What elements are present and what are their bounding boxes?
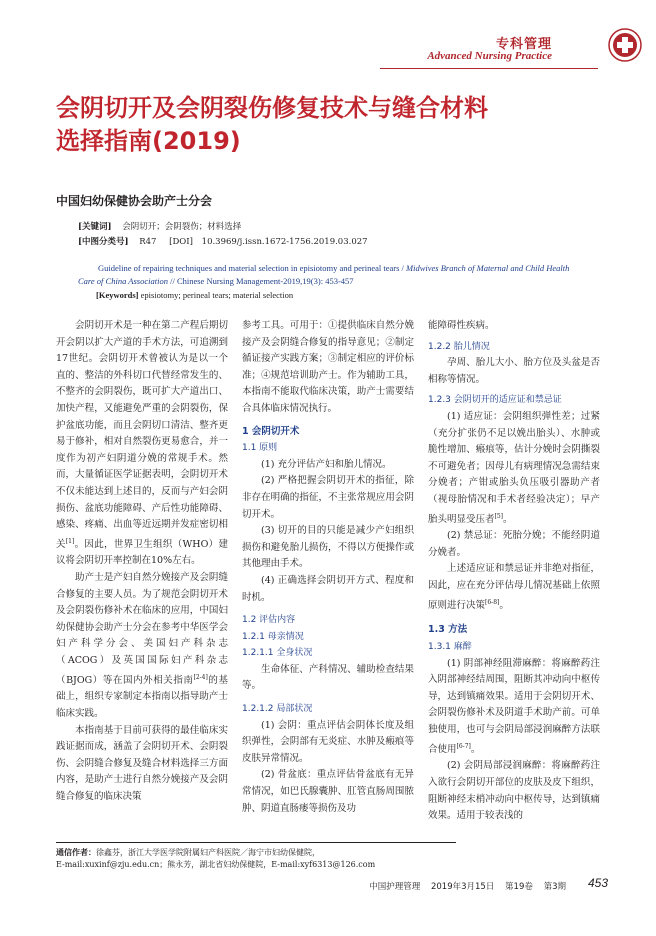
english-keywords-value: episiotomy; perineal tears; material selection: [140, 290, 294, 300]
keywords-row: [78, 220, 368, 235]
paragraph: (1) 适应证：会阴组织弹性差；过紧（充分扩张仍不足以娩出胎头）、水肿或脆性增加、瘢痕等，估计分娩时会阴撕裂不可避免者；因母儿有病理情况急需结束分娩者；产钳或胎头负压吸引器助产者（视母胎情况和手术者经验决定）；早产胎头明显受压者[5]。: [428, 410, 600, 525]
footer-date: 2019年3月15日: [430, 882, 495, 892]
paragraph: 孕周、胎儿大小、胎方位及头盆是否相称等情况。: [428, 357, 600, 385]
paragraph: (4) 正确选择会阴切开方式、程度和时机。: [242, 574, 414, 603]
footnote-line: 徐鑫芬，浙江大学医学院附属妇产科医院／海宁市妇幼保健院，: [96, 848, 320, 857]
paragraph: 生命体征、产科情况、辅助检查结果等。: [242, 663, 414, 692]
clc-value: R47: [139, 236, 157, 247]
article-title: [56, 92, 616, 158]
paragraph: 会阴切开术是一种在第二产程后期切开会阴以扩大产道的手术方法，可追溯到17世纪。会阴切开术曾被认为是以一个直的、整洁的外科切口代替经常发生的、不整齐的会阴裂伤，既可扩大产道出口、加快产程，又能避免严重的会阴裂伤，保护盆底功能，而且会阴切口清洁、整齐更易于修补，相对自然裂伤更易愈合，并一度作为初产妇阴道分娩的常规手术。然而，大量循证医学证据表明，会阴切开术不仅未能达到上述目的，反而与产妇会阴损伤、盆底功能障碍、产后性功能障碍、感染、疼痛、出血等近远期并发症密切相关[1]。因此，世界卫生组织（WHO）建议将会阴切开率控制在10%左右。: [56, 320, 228, 567]
paragraph: (2) 会阴局部浸润麻醉：将麻醉药注入欲行会阴切开部位的皮肤及皮下组织，阻断神经末梢冲动向中枢传导，达到镇痛效果。适用于较表浅的: [428, 760, 600, 822]
footnote-rule: [56, 842, 456, 843]
doi-value: 10.3969/j.issn.1672-1756.2019.03.027: [201, 236, 368, 247]
column-2: [242, 318, 414, 817]
keywords-value: 会阴切开；会阴裂伤；材料选择: [122, 222, 242, 232]
column-title-cn: 专科管理: [495, 37, 552, 52]
title-line-2: 选择指南(2019): [56, 127, 241, 155]
subsubsection-heading: 1.3.1 麻醉: [428, 642, 472, 652]
subsection-heading: 1.2 评估内容: [242, 615, 296, 626]
subsubsection-heading: 1.2.1 母亲情况: [242, 631, 304, 642]
paragraph: 参考工具。可用于：①提供临床自然分娩接产及会阴缝合修复的指导意见；②制定循证接产实践方案；③制定相应的评价标准；④规范培训助产士。作为辅助工具，本指南不能取代临床决策，助产士需要结合具体临床情况执行。: [242, 320, 414, 414]
footnote-label: 通信作者：: [56, 847, 96, 857]
footer-issue: 第3期: [543, 882, 566, 892]
english-keywords: [96, 290, 293, 300]
header-rule: [380, 68, 598, 69]
clc-row: [78, 235, 368, 250]
paragraph: 上述适应证和禁忌证并非绝对指征，因此，应在充分评估母儿情况基础上依照原则进行决策[6-8]。: [428, 563, 600, 611]
page-footer: [369, 880, 566, 892]
paragraph: (2) 骨盆底：重点评估骨盆底有无异常情况，如巴氏腺囊肿、肛管直肠周围脓肿、阴道直肠瘘等损伤及功: [242, 769, 414, 814]
paragraph: (1) 阴部神经阻滞麻醉：将麻醉药注入阴部神经结周围，阻断其冲动向中枢传导，达到镇痛效果。适用于会阴切开术、会阴裂伤修补术及阴道手术助产前。可单独使用，也可与会阴局部浸润麻醉方法联合使用[6-7]。: [428, 657, 600, 755]
paragraph: (2) 严格把握会阴切开术的指征，除非存在明确的指征，不主张常规应用会阴切开术。: [242, 475, 414, 520]
keywords-block: [78, 220, 368, 249]
paragraph: (2) 禁忌证：死胎分娩；不能经阴道分娩者。: [428, 530, 600, 558]
english-keywords-label: [Keywords]: [96, 290, 139, 300]
clc-label: [中图分类号]: [78, 236, 129, 247]
column-1: [56, 318, 228, 806]
paragraph: (1) 会阴：重点评估会阴体长度及组织弹性，会阴部有无炎症、水肿及瘢痕等皮肤异常情况。: [242, 719, 414, 764]
author-org: 中国妇幼保健协会助产士分会: [56, 194, 213, 208]
english-citation: [78, 262, 588, 288]
subsubsection-heading: 1.2.1.2 局部状况: [242, 704, 313, 715]
paragraph: (1) 充分评估产妇和胎儿情况。: [261, 458, 392, 470]
column-3: [428, 318, 600, 825]
red-cross-icon: [608, 28, 642, 62]
english-title: Guideline of repairing techniques and material selection in episiotomy and perineal tears /: [98, 263, 404, 273]
footer-volume: 第19卷: [505, 882, 533, 892]
column-title-en: Advanced Nursing Practice: [427, 50, 552, 62]
paragraph: (3) 切开的目的只能是减少产妇组织损伤和避免胎儿损伤，不得以方便操作或其他理由手术。: [242, 525, 414, 570]
paragraph: 本指南基于目前可获得的最佳临床实践证据而成，涵盖了会阴切开术、会阴裂伤、会阴缝合修复及缝合材料选择三方面内容，是助产士进行自然分娩接产及会阴缝合修复的临床决策: [56, 724, 228, 802]
english-journal: // Chinese Nursing Management-2019,19(3): 453-457: [170, 276, 354, 286]
subsection-heading: 1.2.2 胎儿情况: [428, 341, 490, 352]
footnote-line: E-mail:xuxinf@zju.edu.cn；熊永芳，湖北省妇幼保健院，E-mail:xyf6313@126.com: [56, 860, 376, 869]
subsection-heading: 1.2.3 会阴切开的适应证和禁忌证: [428, 395, 562, 406]
english-authors: Midwives Branch of Maternal and Child Health Care of China Association: [78, 263, 570, 286]
section-heading: 1 会阴切开术: [242, 425, 300, 437]
subsection-heading: 1.1 原则: [242, 443, 278, 454]
paragraph: 能障碍性疾病。: [428, 320, 495, 331]
subsubsection-heading: 1.2.1.1 全身状况: [242, 648, 313, 659]
subsection-heading: 1.3 方法: [428, 624, 468, 636]
title-line-1: 会阴切开及会阴裂伤修复技术与缝合材料: [56, 94, 488, 122]
page-number: 453: [587, 876, 608, 890]
keywords-label: [关键词]: [78, 222, 112, 232]
doi-label: [DOI]: [169, 236, 193, 247]
footnote: [56, 846, 616, 871]
paragraph: 助产士是产妇自然分娩接产及会阴缝合修复的主要人员。为了规范会阴切开术及会阴裂伤修补术在临床的应用，中国妇幼保健协会助产士分会在参考中华医学会妇产科学分会、美国妇产科杂志（ACOG）及英国国际妇产科杂志（BJOG）等在国内外相关指南[2-4]的基础上，组织专家制定本指南以指导助产士临床实践。: [56, 572, 228, 719]
footer-journal: 中国护理管理: [369, 882, 421, 892]
